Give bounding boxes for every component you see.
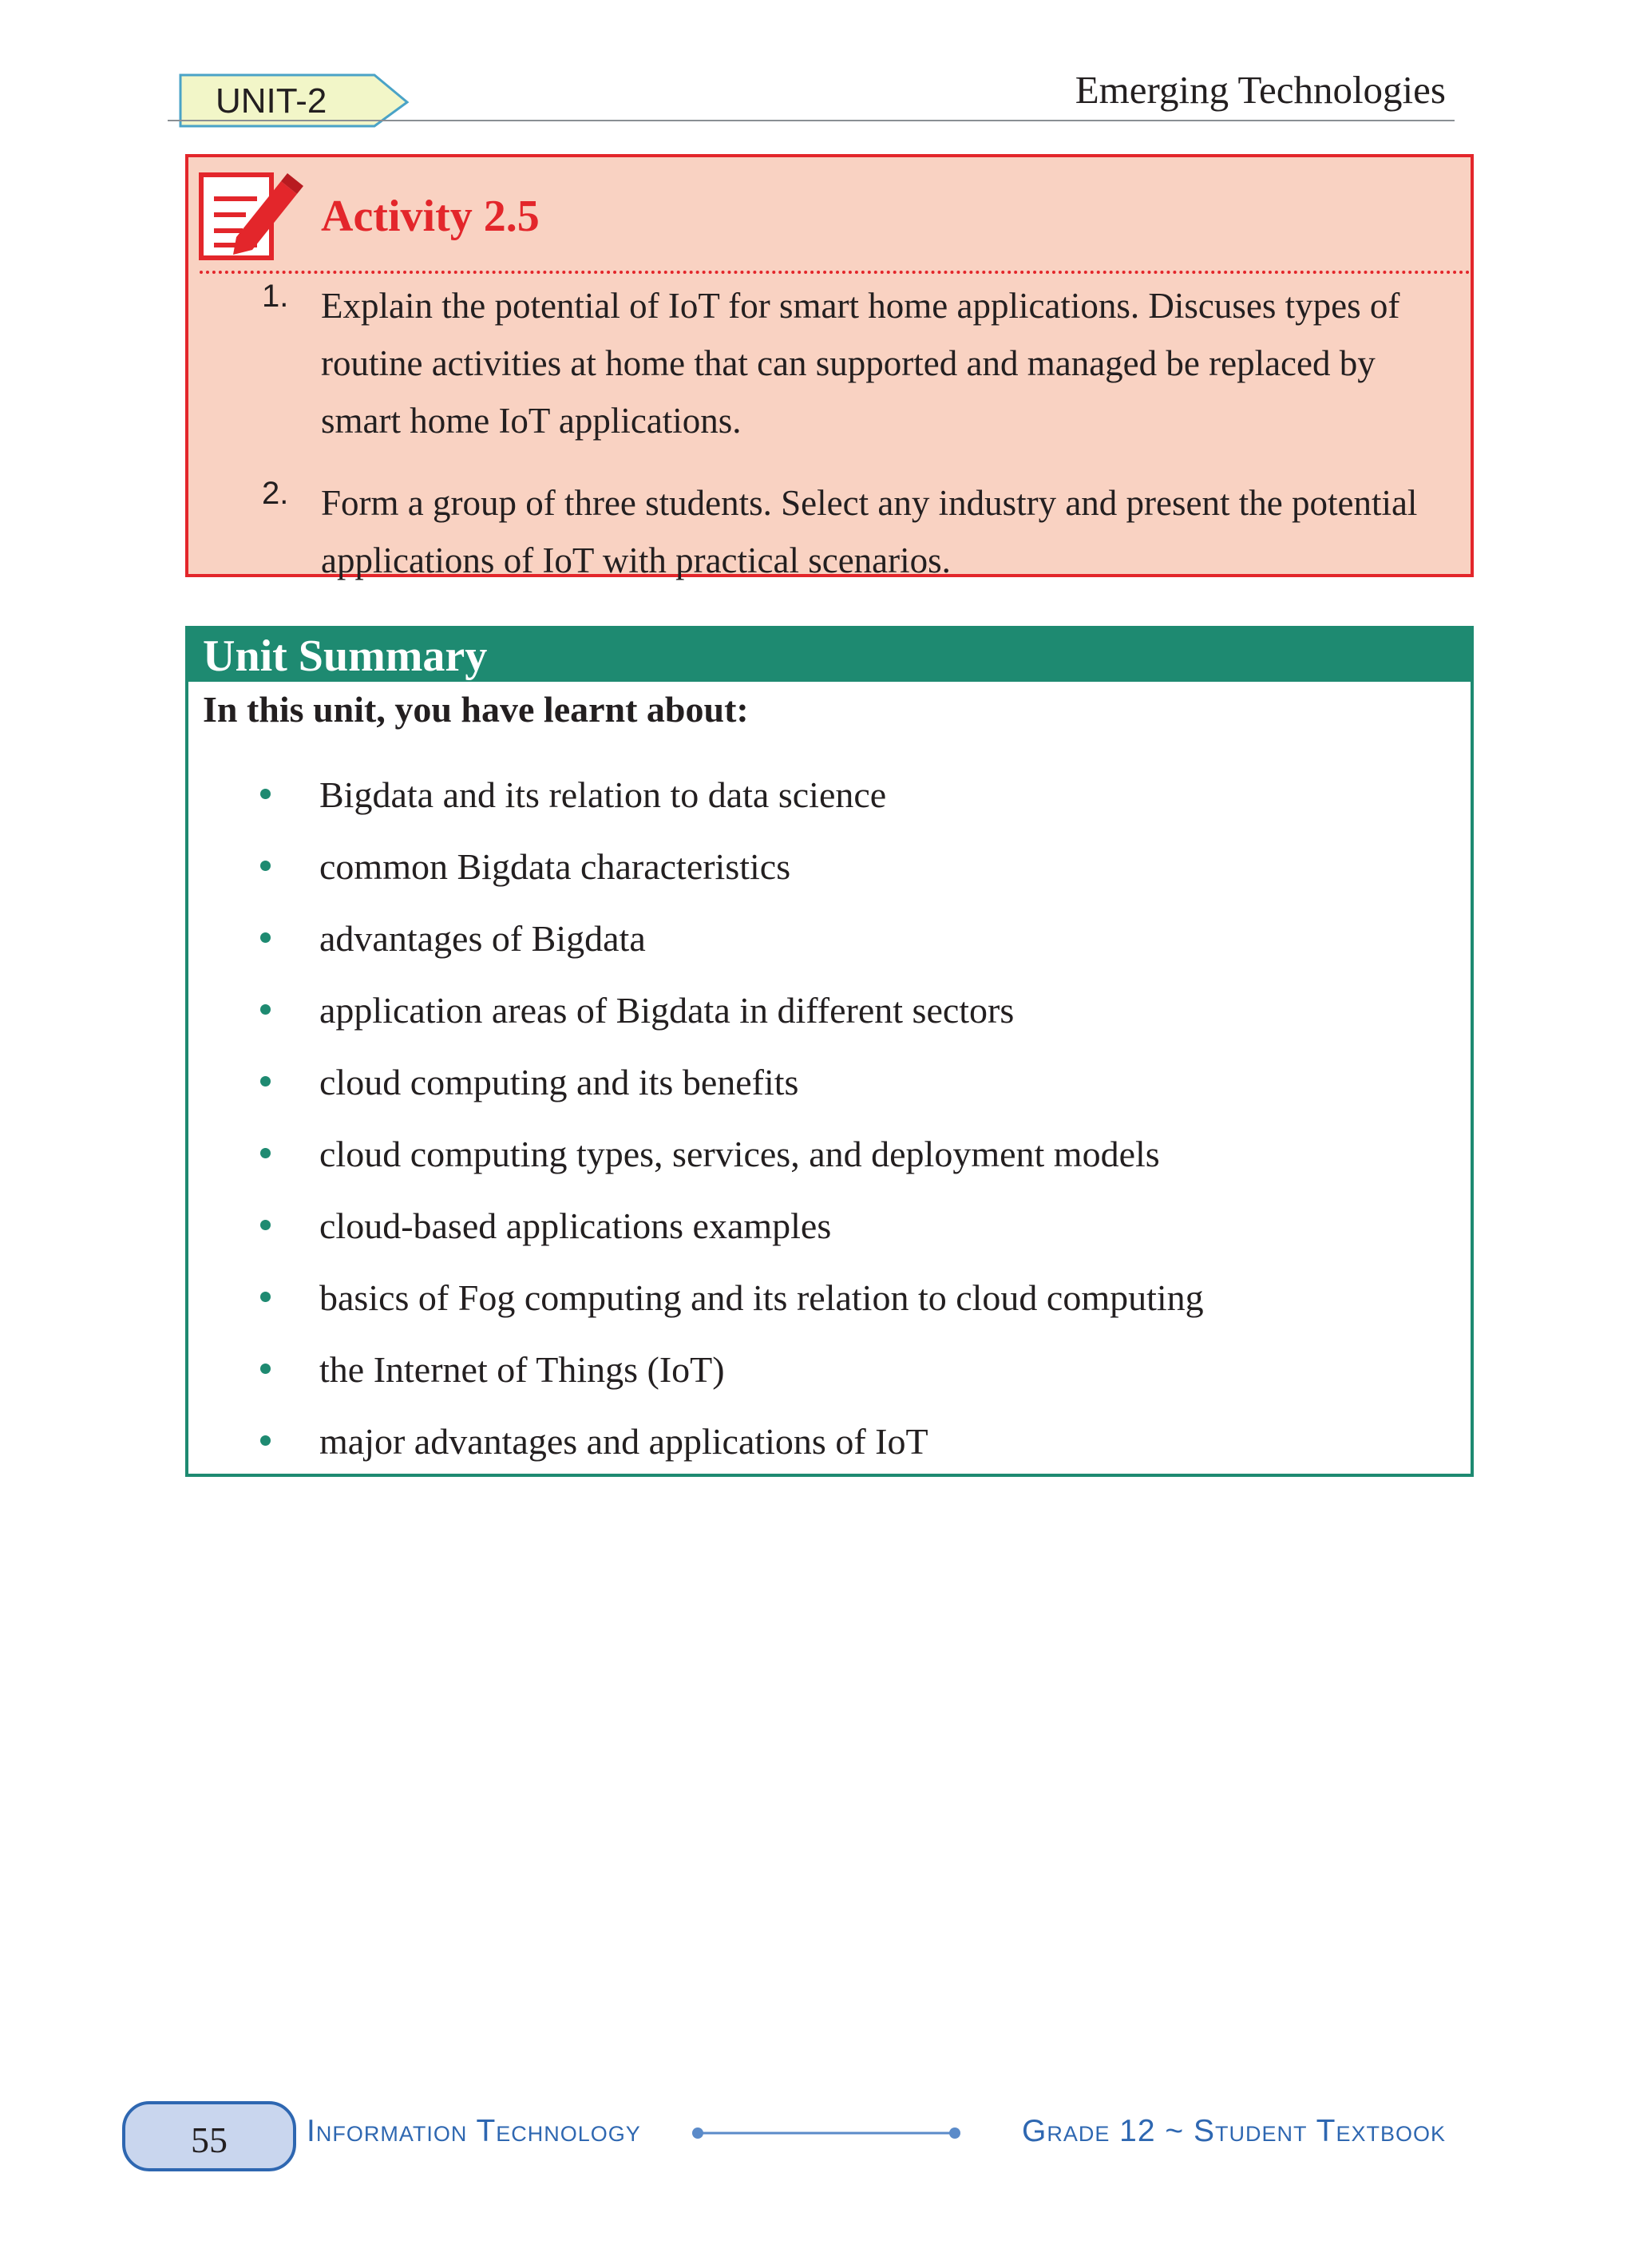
list-item-text: cloud-based applications examples <box>319 1205 832 1246</box>
bullet-icon <box>260 1220 271 1230</box>
activity-item-text: Form a group of three students. Select any industry and present the potential applications of IoT with practical scenarios. <box>321 483 1418 580</box>
list-item <box>188 1276 1471 1348</box>
unit-summary-header <box>188 629 1471 682</box>
list-item <box>188 845 1471 916</box>
list-item-text: application areas of Bigdata in different sectors <box>319 990 1015 1031</box>
bullet-icon <box>260 1435 271 1446</box>
list-item-text: advantages of Bigdata <box>319 918 646 959</box>
list-item <box>188 916 1471 988</box>
list-item <box>188 1204 1471 1276</box>
list-item <box>188 1060 1471 1132</box>
page-number: 55 <box>191 2120 228 2160</box>
list-item <box>188 773 1471 845</box>
activity-title: Activity 2.5 <box>321 192 540 241</box>
activity-item-text: Explain the potential of IoT for smart home applications. Discuses types of routine activities at home that can supported and managed be replaced by smart home IoT applications. <box>321 286 1400 441</box>
footer-grade: Grade 12 ~ Student Textbook <box>1022 2114 1446 2148</box>
list-item-text: the Internet of Things (IoT) <box>319 1349 725 1390</box>
bullet-icon <box>260 789 271 799</box>
list-item <box>188 1419 1471 1491</box>
bullet-icon <box>260 932 271 943</box>
list-item-text: common Bigdata characteristics <box>319 846 791 887</box>
list-item-text: cloud computing types, services, and deployment models <box>319 1134 1160 1174</box>
activity-divider <box>200 271 1471 274</box>
unit-summary-heading: Unit Summary <box>203 631 488 681</box>
activity-item-number: 1. <box>262 279 289 314</box>
footer-subject: Information Technology <box>307 2114 641 2148</box>
activity-pencil-icon <box>198 167 303 267</box>
running-header-title: Emerging Technologies <box>1075 68 1446 112</box>
bullet-icon <box>260 1364 271 1374</box>
list-item-text: basics of Fog computing and its relation to cloud computing <box>319 1277 1204 1318</box>
list-item <box>188 1132 1471 1204</box>
bullet-icon <box>260 1148 271 1158</box>
bullet-icon <box>260 1292 271 1302</box>
list-item-text: cloud computing and its benefits <box>319 1062 799 1102</box>
header-rule <box>168 120 1455 121</box>
list-item <box>188 1348 1471 1419</box>
footer-connector-line <box>691 2125 963 2145</box>
unit-label: UNIT-2 <box>216 81 327 121</box>
activity-item-number: 2. <box>262 476 289 511</box>
bullet-icon <box>260 1004 271 1015</box>
bullet-icon <box>260 861 271 871</box>
list-item-text: major advantages and applications of IoT <box>319 1421 928 1462</box>
bullet-icon <box>260 1076 271 1087</box>
unit-summary-box <box>185 626 1474 1477</box>
list-item <box>188 988 1471 1060</box>
activity-box <box>185 154 1474 580</box>
list-item-text: Bigdata and its relation to data science <box>319 774 887 815</box>
unit-summary-intro: In this unit, you have learnt about: <box>203 689 749 730</box>
page-number-badge <box>122 2101 296 2171</box>
